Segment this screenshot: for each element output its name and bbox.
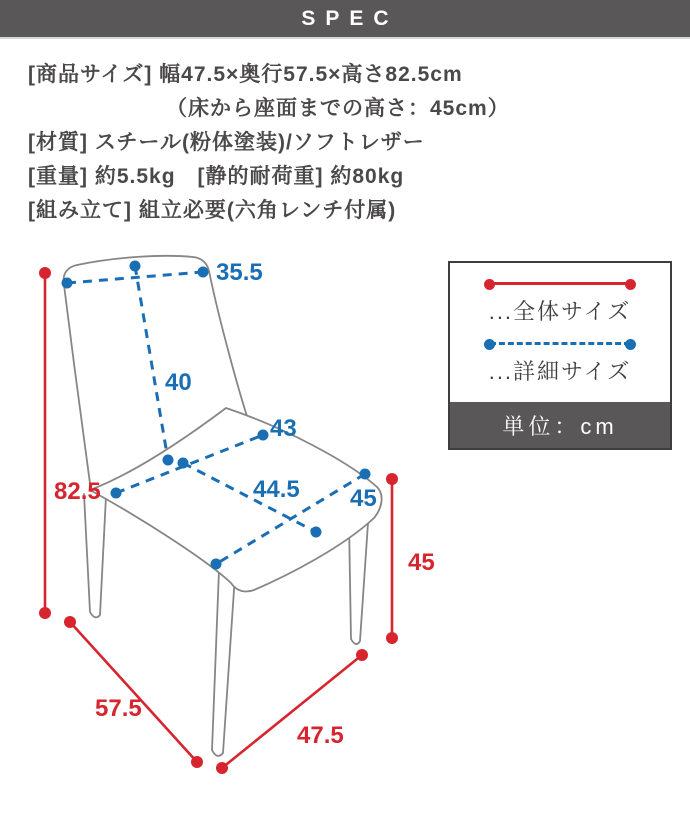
- dim-label-seat-diag-depth: 44.5: [253, 476, 300, 503]
- dim-label-depth: 57.5: [95, 695, 142, 722]
- detail-line-sample: [490, 342, 630, 345]
- spec-line-assembly: [組み立て] 組立必要(六角レンチ付属): [28, 199, 397, 222]
- red-dot-icon: [625, 279, 636, 290]
- unit-note: 単位：cm: [450, 402, 670, 448]
- dim-label-seat-height: 45: [408, 549, 435, 576]
- chair-leg-right: [349, 522, 368, 644]
- dim-label-height: 82.5: [54, 478, 101, 505]
- dim-label-width: 47.5: [297, 722, 344, 749]
- spec-line-material: [材質] スチール(粉体塗装)/ソフトレザー: [28, 131, 425, 154]
- chair-outline: [64, 256, 382, 756]
- spec-line-weight: [重量] 約5.5kg [静的耐荷重] 約80kg: [28, 165, 405, 188]
- legend-overall-label: ...全体サイズ: [488, 299, 632, 324]
- chair-leg-front: [212, 570, 235, 756]
- legend-detail-label: ...詳細サイズ: [488, 359, 632, 384]
- header-bar: [0, 0, 690, 39]
- dim-label-back-width: 35.5: [216, 259, 263, 286]
- spec-line-size: [商品サイズ] 幅47.5×奥行57.5×高さ82.5cm: [28, 63, 463, 86]
- blue-dot-icon: [484, 339, 495, 350]
- dim-label-seat-diag-width: 45: [350, 485, 377, 512]
- legend-detail-line: [486, 339, 634, 349]
- dim-label-back-height: 40: [165, 369, 192, 396]
- legend-overall-line: [486, 279, 634, 289]
- spec-line-seat-height: （床から座面までの高さ：45cm）: [166, 97, 510, 120]
- legend-entries: [450, 263, 670, 385]
- blue-dot-icon: [625, 339, 636, 350]
- dim-label-seat-back-width: 43: [270, 415, 297, 442]
- page-title: SPEC: [301, 6, 399, 30]
- dim-line-depth: [70, 622, 197, 762]
- dim-line-width: [222, 655, 362, 768]
- spec-list: [28, 58, 510, 228]
- legend-box: [448, 261, 672, 450]
- red-dot-icon: [484, 279, 495, 290]
- overall-line-sample: [490, 282, 630, 285]
- chair-leg-back-left: [84, 494, 106, 617]
